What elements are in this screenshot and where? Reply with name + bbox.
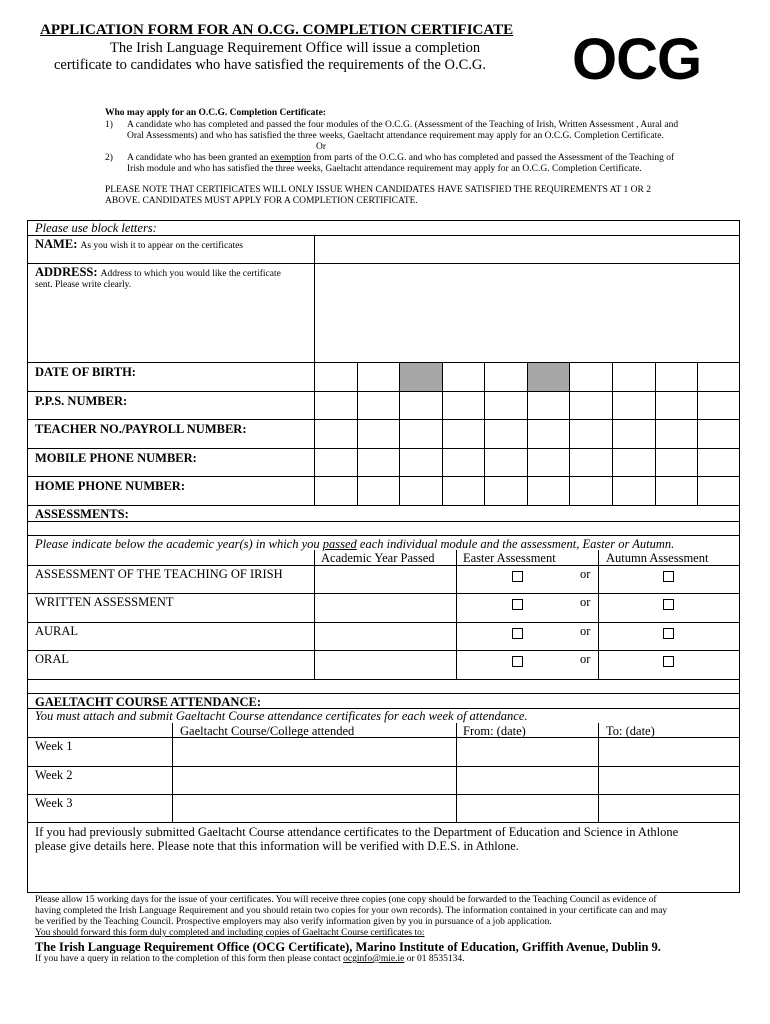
col-to-date: To: (date) bbox=[606, 724, 655, 738]
item-1-line-2: Oral Assessments) and who has satisfied the three weeks, Gaeltacht attendance requirement may apply for an O.C.G. Completion Certificate. bbox=[127, 131, 664, 141]
pps-number-input[interactable] bbox=[315, 392, 739, 418]
or-separator: Or bbox=[316, 142, 327, 152]
teacher-number-label: TEACHER NO./PAYROLL NUMBER: bbox=[35, 422, 247, 436]
item-2-line-2: Irish module and who has satisfied the three weeks, Gaeltacht attendance requirement may apply for an O.C.G. Completion Certificate. bbox=[127, 164, 642, 174]
easter-checkbox-oral[interactable] bbox=[512, 656, 523, 667]
autumn-checkbox-teaching[interactable] bbox=[663, 571, 674, 582]
exemption-text: exemption bbox=[270, 153, 311, 163]
autumn-checkbox-written[interactable] bbox=[663, 599, 674, 610]
previous-certificates-line-1: If you had previously submitted Gaeltacht Course attendance certificates to the Department of Education and Science in Athlone bbox=[35, 825, 679, 839]
footer-line-2: having completed the Irish Language Requirement and you should retain two copies for your own records). The information contained in your certificate can and may bbox=[35, 906, 668, 916]
week-2-course-input[interactable] bbox=[173, 767, 455, 793]
week-1-label: Week 1 bbox=[35, 739, 73, 753]
name-label: NAME: As you wish it to appear on the certificates bbox=[35, 237, 243, 251]
assessment-row-written: WRITTEN ASSESSMENT bbox=[35, 595, 174, 609]
teacher-number-input[interactable] bbox=[315, 420, 739, 447]
item-1-line-1: A candidate who has completed and passed the four modules of the O.C.G. (Assessment of the Teaching of Irish, Written Assessment , Aural and bbox=[127, 120, 679, 130]
or-label: or bbox=[580, 652, 591, 666]
name-hint: As you wish it to appear on the certificates bbox=[80, 241, 243, 251]
footer-line-4: You should forward this form duly completed and including copies of Gaeltacht Course certificates to: bbox=[35, 928, 425, 938]
address-input[interactable] bbox=[315, 264, 739, 361]
col-course-attended: Gaeltacht Course/College attended bbox=[180, 724, 355, 738]
gaeltacht-attendance-label: GAELTACHT COURSE ATTENDANCE: bbox=[35, 695, 261, 709]
autumn-checkbox-oral[interactable] bbox=[663, 656, 674, 667]
week-2-to-input[interactable] bbox=[599, 767, 739, 793]
email-link[interactable]: ocginfo@mie.ie bbox=[343, 954, 405, 964]
easter-checkbox-aural[interactable] bbox=[512, 628, 523, 639]
col-easter-assessment: Easter Assessment bbox=[463, 551, 556, 565]
date-of-birth-label: DATE OF BIRTH: bbox=[35, 365, 136, 379]
footer-line-1: Please allow 15 working days for the issue of your certificates. You will receive three copies (one copy should be forwarded to the Teaching Council as evidence of bbox=[35, 895, 657, 905]
mobile-phone-input[interactable] bbox=[315, 449, 739, 475]
query-contact: If you have a query in relation to the completion of this form then please contact ocginfo@mie.ie or 01 8535134. bbox=[35, 954, 465, 964]
year-input-aural[interactable] bbox=[315, 623, 455, 649]
assessment-row-teaching: ASSESSMENT OF THE TEACHING OF IRISH bbox=[35, 567, 283, 581]
year-input-teaching[interactable] bbox=[315, 566, 455, 592]
week-1-course-input[interactable] bbox=[173, 738, 455, 765]
week-2-from-input[interactable] bbox=[457, 767, 597, 793]
col-autumn-assessment: Autumn Assessment bbox=[606, 551, 709, 565]
col-from-date: From: (date) bbox=[463, 724, 526, 738]
previous-certificates-line-2: please give details here. Please note that this information will be verified with D.E.S. in Athlone. bbox=[35, 839, 519, 853]
week-2-label: Week 2 bbox=[35, 768, 73, 782]
assessment-row-oral: ORAL bbox=[35, 652, 70, 666]
or-label: or bbox=[580, 567, 591, 581]
mobile-phone-label: MOBILE PHONE NUMBER: bbox=[35, 451, 197, 465]
pps-number-label: P.P.S. NUMBER: bbox=[35, 394, 128, 408]
gaeltacht-instruction: You must attach and submit Gaeltacht Course attendance certificates for each week of attendance. bbox=[35, 709, 528, 723]
autumn-checkbox-aural[interactable] bbox=[663, 628, 674, 639]
week-3-label: Week 3 bbox=[35, 796, 73, 810]
assessment-row-aural: AURAL bbox=[35, 624, 79, 638]
easter-checkbox-teaching[interactable] bbox=[512, 571, 523, 582]
form-title: APPLICATION FORM FOR AN O.CG. COMPLETION CERTIFICATE bbox=[40, 22, 514, 38]
footer-line-3: be verified by the Teaching Council. Prospective employers may also verify information given by you in pursuance of a job application. bbox=[35, 917, 552, 927]
assessments-label: ASSESSMENTS: bbox=[35, 507, 129, 521]
or-label: or bbox=[580, 624, 591, 638]
item-2-line-1: A candidate who has been granted an exemption from parts of the O.C.G. and who has completed and passed the Assessment of the Teaching of bbox=[127, 153, 675, 163]
week-1-to-input[interactable] bbox=[599, 738, 739, 765]
subtitle-line-1: The Irish Language Requirement Office will issue a completion bbox=[110, 40, 481, 56]
week-3-to-input[interactable] bbox=[599, 795, 739, 821]
block-letters-note: Please use block letters: bbox=[35, 221, 157, 235]
note-line-1: PLEASE NOTE THAT CERTIFICATES WILL ONLY ISSUE WHEN CANDIDATES HAVE SATISFIED THE REQUIREMENTS AT 1 OR 2 bbox=[105, 185, 651, 195]
date-of-birth-input[interactable] bbox=[315, 363, 739, 390]
col-academic-year: Academic Year Passed bbox=[321, 551, 435, 565]
previous-certificates-input[interactable] bbox=[28, 855, 739, 891]
easter-checkbox-written[interactable] bbox=[512, 599, 523, 610]
or-label: or bbox=[580, 595, 591, 609]
name-input[interactable] bbox=[315, 236, 739, 262]
week-3-from-input[interactable] bbox=[457, 795, 597, 821]
ocg-logo: OCG bbox=[572, 27, 702, 92]
item-2-number: 2) bbox=[105, 153, 113, 163]
eligibility-heading: Who may apply for an O.C.G. Completion Certificate: bbox=[105, 108, 326, 118]
week-1-from-input[interactable] bbox=[457, 738, 597, 765]
year-input-written[interactable] bbox=[315, 594, 455, 621]
home-phone-input[interactable] bbox=[315, 477, 739, 504]
subtitle-line-2: certificate to candidates who have satisfied the requirements of the O.C.G. bbox=[54, 57, 487, 73]
week-3-course-input[interactable] bbox=[173, 795, 455, 821]
address-hint-2: sent. Please write clearly. bbox=[35, 280, 132, 290]
address-label: ADDRESS: Address to which you would like the certificate bbox=[35, 265, 281, 279]
office-address: The Irish Language Requirement Office (OCG Certificate), Marino Institute of Education, Griffith Avenue, Dublin 9. bbox=[35, 940, 661, 954]
item-1-number: 1) bbox=[105, 120, 113, 130]
year-input-oral[interactable] bbox=[315, 651, 455, 678]
home-phone-label: HOME PHONE NUMBER: bbox=[35, 479, 185, 493]
note-line-2: ABOVE. CANDIDATES MUST APPLY FOR A COMPLETION CERTIFICATE. bbox=[105, 196, 418, 206]
address-hint-1: Address to which you would like the certificate bbox=[100, 269, 281, 279]
assessment-instruction: Please indicate below the academic year(s) in which you passed each individual module and the assessment, Easter or Autumn. bbox=[35, 537, 675, 551]
